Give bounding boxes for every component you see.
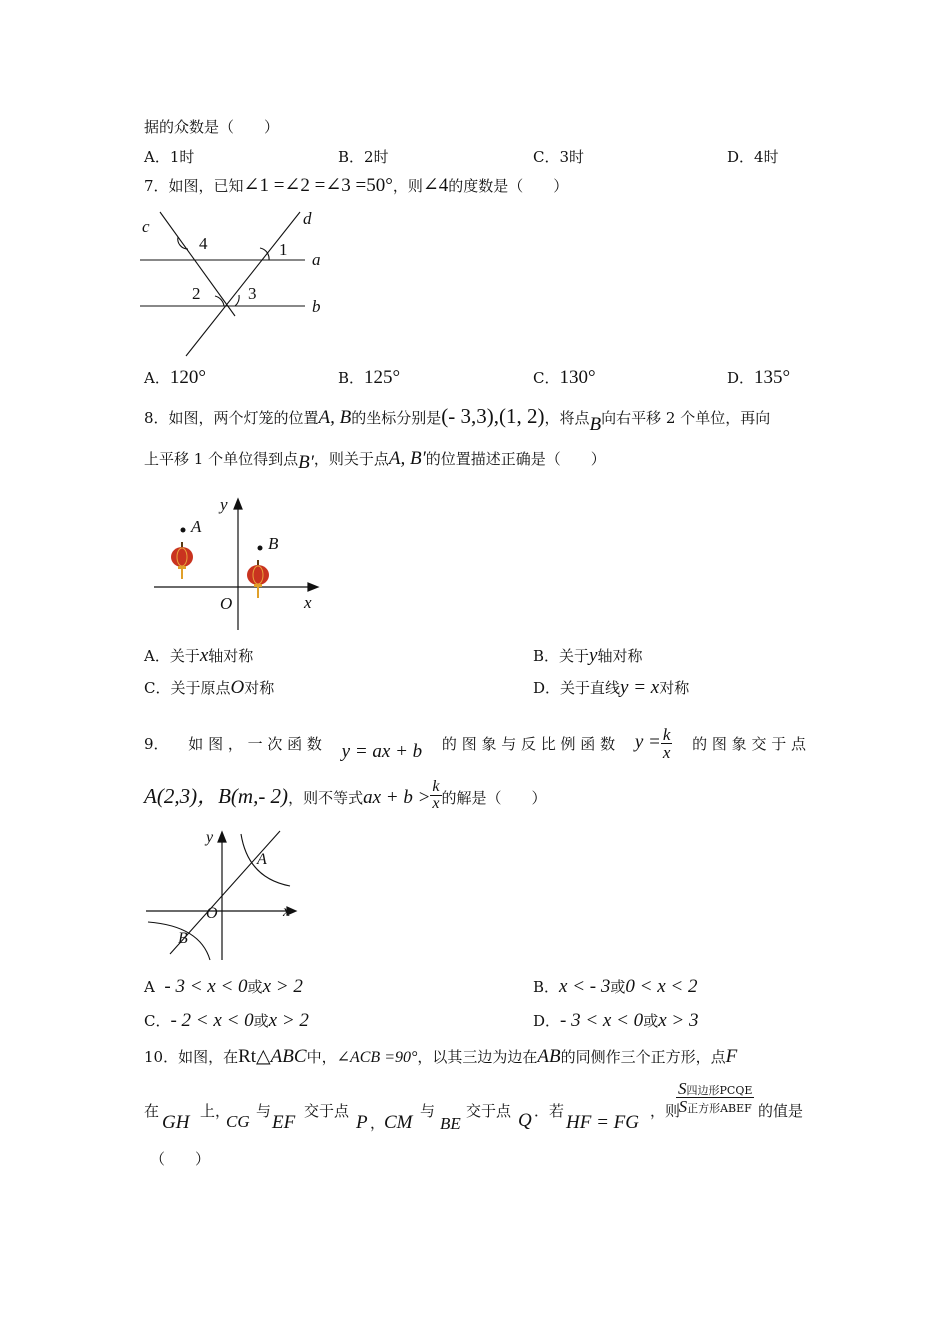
label-angle1: 1: [279, 240, 288, 259]
label-b: b: [312, 297, 321, 316]
q7-middle: ，则: [392, 177, 423, 195]
label-d: d: [303, 209, 312, 228]
q9-linear: y = ax + b: [341, 740, 423, 762]
q10-line1: 10．如图，在Rt△ABC中，∠ACB =90°，以其三边为边在AB的同侧作三个正方形，点F: [144, 1046, 738, 1067]
q8-option-d[interactable]: D．关于直线y = x对称: [533, 677, 690, 698]
label-angle4: 4: [199, 234, 208, 253]
label-y: y: [220, 495, 228, 514]
q7-suffix: 的度数是（ ）: [448, 177, 569, 195]
point-a-dot: [181, 528, 186, 533]
q8-point-bprime: B′: [298, 452, 314, 473]
angle2-arc: [215, 296, 224, 306]
q9-point-b: B(m,- 2): [218, 784, 289, 808]
q6-option-c[interactable]: C．3时: [533, 148, 585, 166]
label-c: c: [142, 217, 150, 236]
q9-line2: A(2,3)，B(m,- 2)，则不等式ax + b > $\frac{k}{x}$ 的解是（ ）: [144, 777, 547, 812]
label-y: y: [206, 829, 214, 846]
q10-line2: 在 GH 上， CG 与 EF 交于点 P ， CM 与 BE 交于点 Q ．若 HF = FG ，则 S四边形PCQE S正方形ABEF 的值是: [144, 1079, 804, 1133]
lantern-b-icon: [247, 560, 269, 598]
q9-option-c[interactable]: C．- 2 < x < 0或x > 2: [144, 1010, 309, 1031]
label-angle3: 3: [248, 284, 257, 303]
q8-figure: [140, 490, 330, 635]
label-x: x: [304, 593, 312, 612]
point-b-dot: [258, 546, 263, 551]
q8-line2: 上平移 1 个单位得到点B′，则关于点A, B′的位置描述正确是（ ）: [144, 448, 606, 473]
q6-option-d[interactable]: D．4时: [727, 148, 779, 166]
q7-option-b[interactable]: B．125°: [338, 367, 401, 388]
label-b: B: [178, 930, 188, 947]
q9-option-d[interactable]: D．- 3 < x < 0或x > 3: [533, 1010, 699, 1031]
q7-option-d[interactable]: D．135°: [727, 367, 791, 388]
q7-stem: [144, 174, 568, 197]
q7-target: ∠4: [422, 175, 449, 196]
q8-point-b: B: [589, 414, 602, 435]
q9-option-b[interactable]: B．x < - 3或0 < x < 2: [533, 976, 698, 997]
q7-prefix: 7．如图，已知: [144, 177, 244, 195]
label-b: B: [268, 534, 279, 553]
q8-line1: 8．如图，两个灯笼的位置A, B的坐标分别是(- 3,3),(1, 2)，将点B向右平移 2 个单位，再向: [144, 404, 771, 435]
q6-option-b[interactable]: B．2时: [338, 148, 389, 166]
label-x: x: [283, 903, 291, 920]
label-angle2: 2: [192, 284, 201, 303]
q9-point-a: A(2,3)，: [144, 784, 219, 808]
y-axis-arrow: [218, 832, 226, 842]
lantern-a-icon: [171, 542, 193, 579]
q7-condition: ∠1 =∠2 =∠3 =50°: [243, 175, 393, 196]
label-o: O: [220, 594, 233, 613]
angle3-arc: [235, 295, 239, 306]
q9-figure: [140, 826, 310, 966]
q9-option-a[interactable]: A - 3 < x < 0或x > 2: [144, 976, 303, 997]
q6-option-a[interactable]: A．1时: [144, 148, 195, 166]
q7-option-a[interactable]: A．120°: [144, 367, 206, 388]
q8-option-c[interactable]: C．关于原点O对称: [144, 677, 275, 698]
q10-line3: （ ）: [150, 1150, 211, 1168]
angle1-arc: [260, 248, 269, 260]
q8-points-ab: A, B: [318, 407, 352, 428]
q10-area-ratio: S四边形PCQE S正方形ABEF: [678, 1079, 753, 1116]
y-axis-arrow: [234, 499, 242, 509]
q8-option-a[interactable]: A．关于x轴对称: [144, 645, 254, 666]
q8-coords: (- 3,3),(1, 2): [441, 404, 545, 428]
label-o: O: [206, 905, 218, 922]
label-a: A: [191, 517, 202, 536]
q8-points-abprime: A, B′: [388, 448, 426, 469]
q6-stem-tail: 据的众数是（ ）: [144, 118, 280, 136]
label-a: a: [312, 250, 321, 269]
q8-option-b[interactable]: B．关于y轴对称: [533, 645, 643, 666]
x-axis-arrow: [308, 583, 318, 591]
q7-option-c[interactable]: C．130°: [533, 367, 596, 388]
q9-line1: 9． 如 图 ， 一 次 函 数 y = ax + b 的 图 象 与 反 比 例 函 数 y = $\frac{k}{x}$ 的 图 象 交 于 点: [144, 725, 806, 762]
q7-figure: [140, 204, 340, 364]
label-a: A: [257, 851, 267, 868]
